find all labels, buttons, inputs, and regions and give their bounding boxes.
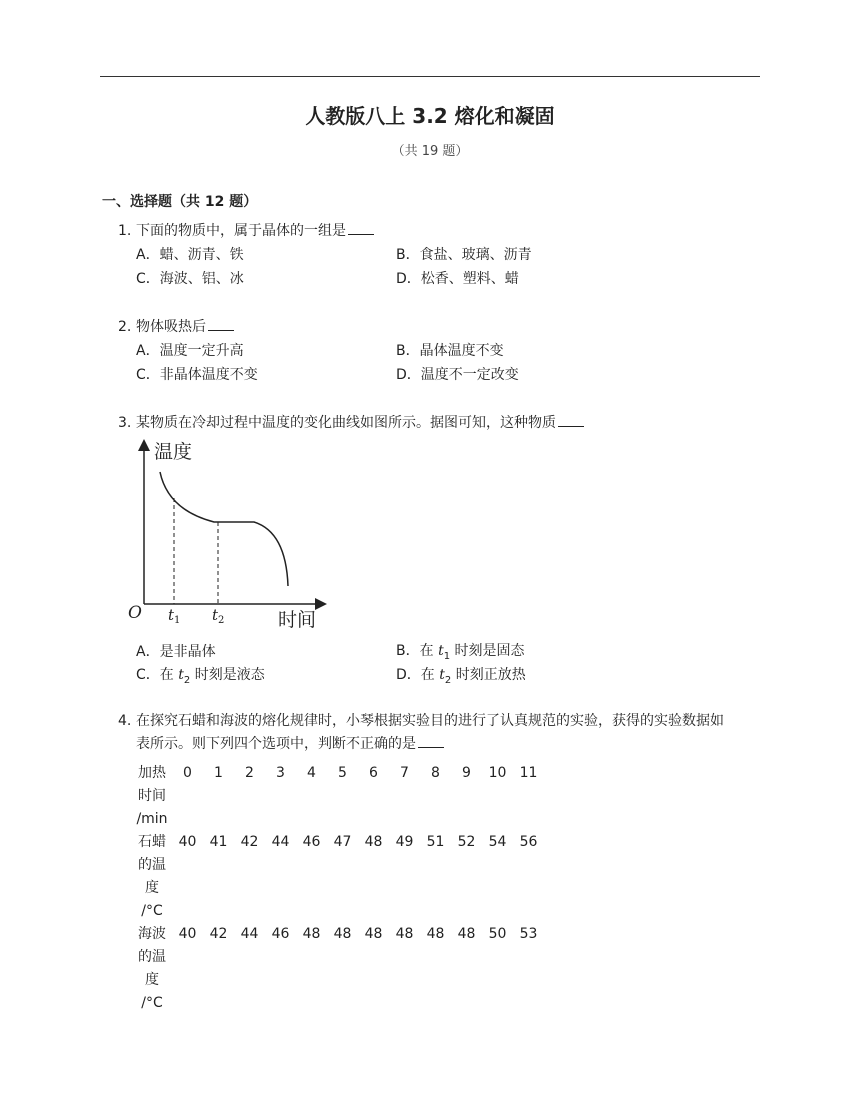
question-3: [118, 412, 584, 432]
table-cell: 49: [395, 834, 414, 850]
section-heading: 一、选择题（共 12 题）: [102, 194, 258, 210]
table-cell: 42: [240, 834, 259, 850]
table-cell: 52: [457, 834, 476, 850]
option-b[interactable]: B．晶体温度不变: [396, 343, 504, 359]
question-text: 某物质在冷却过程中温度的变化曲线如图所示。据图可知，这种物质: [136, 415, 556, 431]
table-cell: 7: [400, 765, 409, 781]
table-cell: 50: [488, 926, 507, 942]
option-c[interactable]: C．在 $t_2$ 时刻是液态: [136, 667, 265, 686]
melting-data-table: [132, 762, 544, 1015]
document-title: 人教版八上 3.2 熔化和凝固: [305, 104, 555, 128]
table-cell: 48: [364, 926, 383, 942]
table-cell: 5: [338, 765, 347, 781]
question-1: [118, 220, 374, 240]
table-cell: 48: [333, 926, 352, 942]
table-cell: 53: [519, 926, 538, 942]
table-cell: 2: [245, 765, 254, 781]
question-text-line2: 表所示。则下列四个选项中，判断不正确的是: [136, 736, 416, 752]
option-b[interactable]: B．在 $t_1$ 时刻是固态: [396, 643, 525, 662]
table-cell: 11: [519, 765, 538, 781]
question-text: 物体吸热后: [136, 319, 206, 335]
question-number: 4.: [118, 713, 132, 729]
table-cell: 40: [178, 926, 197, 942]
table-cell: 46: [271, 926, 290, 942]
cooling-curve-graph: [124, 432, 334, 632]
option-d[interactable]: D．温度不一定改变: [396, 367, 519, 383]
document-subtitle: （共 19 题）: [391, 144, 469, 159]
table-cell: 47: [333, 834, 352, 850]
table-cell: 0: [183, 765, 192, 781]
table-cell: 48: [457, 926, 476, 942]
table-cell: 3: [276, 765, 285, 781]
question-text-line1: 在探究石蜡和海波的熔化规律时，小琴根据实验目的进行了认真规范的实验，获得的实验数据如: [136, 713, 724, 729]
table-row: [132, 831, 544, 923]
table-cell: 9: [462, 765, 471, 781]
table-cell: 6: [369, 765, 378, 781]
option-d[interactable]: D．松香、塑料、蜡: [396, 271, 519, 287]
row-header: 海波 的温 度 /°C: [138, 926, 166, 1011]
x-axis-label: 时间: [278, 609, 317, 631]
option-a[interactable]: A．蜡、沥青、铁: [136, 247, 244, 263]
table-cell: 44: [271, 834, 290, 850]
origin-label: O: [128, 603, 142, 623]
option-a[interactable]: A．温度一定升高: [136, 343, 244, 359]
option-d[interactable]: D．在 $t_2$ 时刻正放热: [396, 667, 526, 686]
answer-blank[interactable]: [348, 220, 374, 235]
option-c[interactable]: C．海波、铝、冰: [136, 271, 244, 287]
table-row: [132, 923, 544, 1015]
answer-blank[interactable]: [208, 316, 234, 331]
table-cell: 48: [395, 926, 414, 942]
question-number: 3.: [118, 415, 132, 431]
question-number: 2.: [118, 319, 132, 335]
table-cell: 48: [302, 926, 321, 942]
question-2-options: [136, 338, 656, 386]
y-axis-label: 温度: [154, 441, 193, 463]
question-3-options: [136, 639, 656, 687]
question-1-options: [136, 242, 656, 290]
table-cell: 48: [364, 834, 383, 850]
table-cell: 51: [426, 834, 445, 850]
question-text: 下面的物质中，属于晶体的一组是: [136, 223, 346, 239]
question-4: [118, 710, 768, 756]
table-cell: 46: [302, 834, 321, 850]
table-cell: 8: [431, 765, 440, 781]
table-cell: 41: [209, 834, 228, 850]
answer-blank[interactable]: [418, 733, 444, 748]
option-b[interactable]: B．食盐、玻璃、沥青: [396, 247, 532, 263]
row-header: 石蜡 的温 度 /°C: [138, 834, 166, 919]
question-2: [118, 316, 234, 336]
top-rule: [100, 76, 760, 77]
table-cell: 1: [214, 765, 223, 781]
question-number: 1.: [118, 223, 132, 239]
row-header: 加热 时间 /min: [136, 765, 168, 827]
table-row: [132, 762, 544, 831]
answer-blank[interactable]: [558, 412, 584, 427]
table-cell: 54: [488, 834, 507, 850]
option-a[interactable]: A．是非晶体: [136, 644, 216, 660]
table-cell: 40: [178, 834, 197, 850]
table-cell: 56: [519, 834, 538, 850]
table-cell: 10: [488, 765, 507, 781]
t1-label: $t_1$: [168, 606, 181, 626]
table-cell: 48: [426, 926, 445, 942]
option-c[interactable]: C．非晶体温度不变: [136, 367, 258, 383]
t2-label: $t_2$: [212, 606, 225, 626]
cooling-curve: [160, 472, 288, 586]
table-cell: 44: [240, 926, 259, 942]
table-cell: 4: [307, 765, 316, 781]
table-cell: 42: [209, 926, 228, 942]
